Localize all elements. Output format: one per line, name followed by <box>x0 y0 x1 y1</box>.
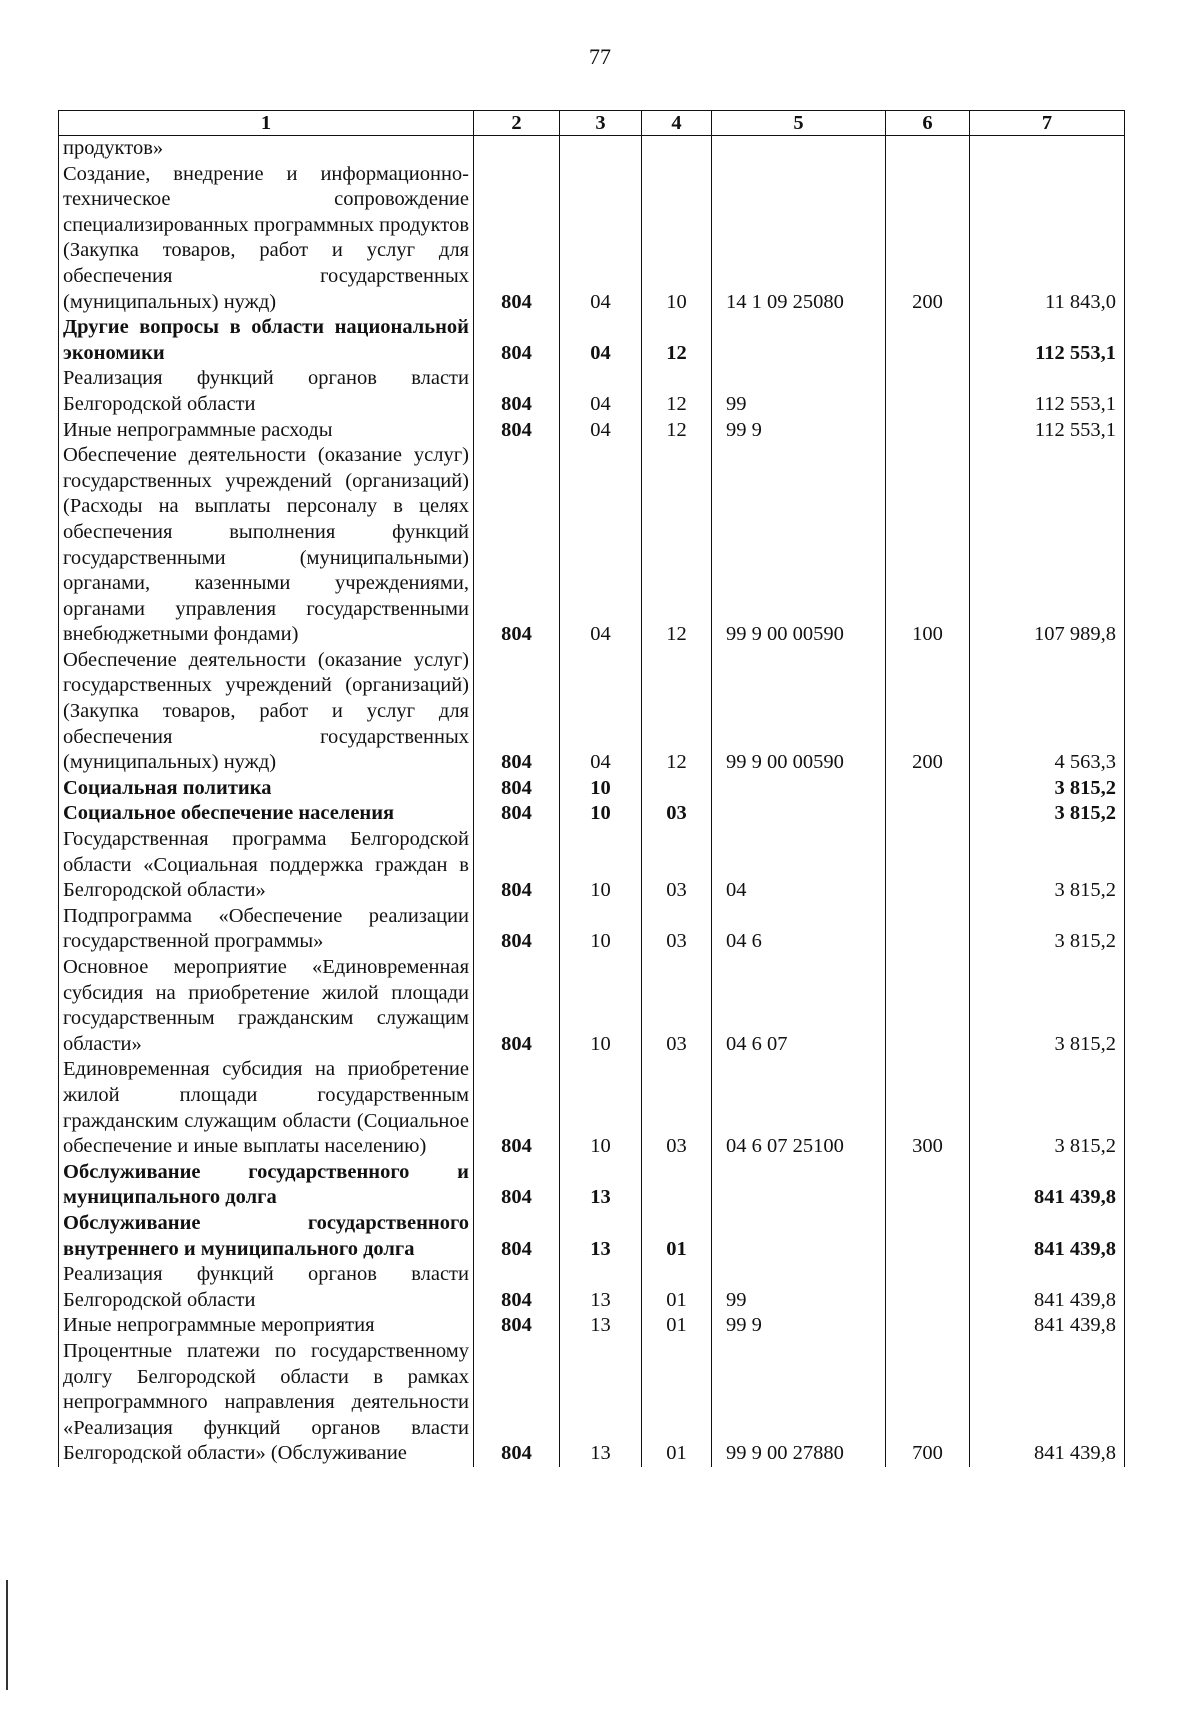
row-subsection-code: 03 <box>642 904 712 955</box>
row-subsection-code: 01 <box>642 1262 712 1313</box>
table-row <box>59 1160 1125 1211</box>
row-name: Реализация функций органов власти Белгородской области <box>59 1262 474 1313</box>
row-amount: 112 553,1 <box>970 315 1125 366</box>
row-subsection-code: 12 <box>642 315 712 366</box>
row-section-code: 804 <box>474 1211 560 1262</box>
row-amount: 11 843,0 <box>970 136 1125 316</box>
row-chapter-code: 04 <box>560 443 642 648</box>
table-row <box>59 1211 1125 1262</box>
table-row <box>59 827 1125 904</box>
row-target-code: 04 6 <box>712 904 886 955</box>
header-col-5: 5 <box>712 111 886 136</box>
row-target-code: 99 9 <box>712 418 886 444</box>
row-name: Иные непрограммные расходы <box>59 418 474 444</box>
row-amount: 841 439,8 <box>970 1262 1125 1313</box>
row-chapter-code: 13 <box>560 1313 642 1339</box>
row-target-code: 99 9 00 00590 <box>712 648 886 776</box>
row-target-code: 04 <box>712 827 886 904</box>
row-name: продуктов» Создание, внедрение и информационно-техническое сопровождение специализированных программных продуктов (Закупка товаров, работ и услуг для обеспечения государственных (муниципальных) нужд) <box>59 136 474 316</box>
row-chapter-code: 04 <box>560 366 642 417</box>
row-expense-type <box>886 366 970 417</box>
row-section-code: 804 <box>474 366 560 417</box>
table-row <box>59 1262 1125 1313</box>
row-target-code: 99 9 00 00590 <box>712 443 886 648</box>
row-section-code: 804 <box>474 648 560 776</box>
row-subsection-code: 12 <box>642 418 712 444</box>
row-amount: 841 439,8 <box>970 1160 1125 1211</box>
header-col-3: 3 <box>560 111 642 136</box>
row-name: Социальное обеспечение населения <box>59 801 474 827</box>
row-section-code: 804 <box>474 1160 560 1211</box>
row-section-code: 804 <box>474 1057 560 1159</box>
table-row <box>59 1313 1125 1339</box>
table-row <box>59 443 1125 648</box>
row-chapter-code: 04 <box>560 648 642 776</box>
row-subsection-code: 01 <box>642 1211 712 1262</box>
table-row <box>59 136 1125 316</box>
row-chapter-code: 04 <box>560 418 642 444</box>
header-col-1: 1 <box>59 111 474 136</box>
row-amount: 107 989,8 <box>970 443 1125 648</box>
row-target-code <box>712 801 886 827</box>
table-row <box>59 418 1125 444</box>
row-section-code: 804 <box>474 955 560 1057</box>
row-chapter-code: 10 <box>560 1057 642 1159</box>
row-amount: 841 439,8 <box>970 1339 1125 1467</box>
row-subsection-code <box>642 1160 712 1211</box>
row-amount: 3 815,2 <box>970 776 1125 802</box>
row-expense-type: 700 <box>886 1339 970 1467</box>
row-target-code: 99 9 <box>712 1313 886 1339</box>
row-chapter-code: 13 <box>560 1339 642 1467</box>
row-subsection-code: 10 <box>642 136 712 316</box>
header-col-6: 6 <box>886 111 970 136</box>
row-target-code <box>712 1160 886 1211</box>
row-subsection-code <box>642 776 712 802</box>
row-name: Государственная программа Белгородской области «Социальная поддержка граждан в Белгородской области» <box>59 827 474 904</box>
row-amount: 3 815,2 <box>970 904 1125 955</box>
row-expense-type <box>886 776 970 802</box>
row-target-code <box>712 315 886 366</box>
row-section-code: 804 <box>474 315 560 366</box>
row-amount: 841 439,8 <box>970 1313 1125 1339</box>
row-expense-type <box>886 315 970 366</box>
row-chapter-code: 13 <box>560 1160 642 1211</box>
row-chapter-code: 10 <box>560 904 642 955</box>
row-chapter-code: 10 <box>560 955 642 1057</box>
row-name: Другие вопросы в области национальной экономики <box>59 315 474 366</box>
table-row <box>59 648 1125 776</box>
row-chapter-code: 10 <box>560 776 642 802</box>
row-subsection-code: 03 <box>642 801 712 827</box>
row-target-code <box>712 776 886 802</box>
row-section-code: 804 <box>474 776 560 802</box>
row-expense-type <box>886 827 970 904</box>
row-amount: 3 815,2 <box>970 1057 1125 1159</box>
row-target-code: 14 1 09 25080 <box>712 136 886 316</box>
row-section-code: 804 <box>474 827 560 904</box>
row-target-code: 04 6 07 <box>712 955 886 1057</box>
row-amount: 3 815,2 <box>970 801 1125 827</box>
row-section-code: 804 <box>474 1313 560 1339</box>
page-number: 77 <box>589 44 611 69</box>
table-row <box>59 1339 1125 1467</box>
row-chapter-code: 10 <box>560 801 642 827</box>
row-section-code: 804 <box>474 418 560 444</box>
row-target-code: 99 <box>712 366 886 417</box>
scan-margin-line <box>6 1580 8 1690</box>
row-chapter-code: 04 <box>560 136 642 316</box>
row-name: Процентные платежи по государственному долгу Белгородской области в рамках непрограммного направления деятельности «Реализация функций органов власти Белгородской области» (Обслуживание <box>59 1339 474 1467</box>
row-amount: 3 815,2 <box>970 827 1125 904</box>
row-section-code: 804 <box>474 1262 560 1313</box>
row-name: Социальная политика <box>59 776 474 802</box>
table-row <box>59 801 1125 827</box>
header-col-2: 2 <box>474 111 560 136</box>
row-expense-type <box>886 1160 970 1211</box>
table-body <box>59 136 1125 1467</box>
row-amount: 4 563,3 <box>970 648 1125 776</box>
row-subsection-code: 03 <box>642 1057 712 1159</box>
row-expense-type: 200 <box>886 648 970 776</box>
row-name: Обеспечение деятельности (оказание услуг) государственных учреждений (организаций) (Расходы на выплаты персоналу в целях обеспечения выполнения функций государственными (муниципальными) органами, казенными учреждениями, органами управления государственными внебюджетными фондами) <box>59 443 474 648</box>
row-expense-type <box>886 955 970 1057</box>
row-target-code: 99 9 00 27880 <box>712 1339 886 1467</box>
row-name: Реализация функций органов власти Белгородской области <box>59 366 474 417</box>
row-amount: 3 815,2 <box>970 955 1125 1057</box>
row-amount: 841 439,8 <box>970 1211 1125 1262</box>
row-section-code: 804 <box>474 904 560 955</box>
header-col-7: 7 <box>970 111 1125 136</box>
header-col-4: 4 <box>642 111 712 136</box>
row-subsection-code: 03 <box>642 955 712 1057</box>
row-amount: 112 553,1 <box>970 418 1125 444</box>
row-section-code: 804 <box>474 1339 560 1467</box>
row-subsection-code: 01 <box>642 1339 712 1467</box>
table-row <box>59 366 1125 417</box>
table-row <box>59 776 1125 802</box>
row-expense-type <box>886 904 970 955</box>
row-subsection-code: 03 <box>642 827 712 904</box>
row-name: Обслуживание государственного и муниципального долга <box>59 1160 474 1211</box>
table-row <box>59 1057 1125 1159</box>
row-expense-type <box>886 1211 970 1262</box>
row-expense-type <box>886 1262 970 1313</box>
row-name: Основное мероприятие «Единовременная субсидия на приобретение жилой площади государственным гражданским служащим области» <box>59 955 474 1057</box>
row-chapter-code: 04 <box>560 315 642 366</box>
row-subsection-code: 12 <box>642 366 712 417</box>
row-amount: 112 553,1 <box>970 366 1125 417</box>
table-row <box>59 904 1125 955</box>
row-subsection-code: 12 <box>642 443 712 648</box>
row-expense-type: 100 <box>886 443 970 648</box>
row-name: Единовременная субсидия на приобретение жилой площади государственным гражданским служащим области (Социальное обеспечение и иные выплаты населению) <box>59 1057 474 1159</box>
row-target-code: 99 <box>712 1262 886 1313</box>
table-row <box>59 315 1125 366</box>
row-chapter-code: 10 <box>560 827 642 904</box>
row-name: Обеспечение деятельности (оказание услуг) государственных учреждений (организаций) (Закупка товаров, работ и услуг для обеспечения государственных (муниципальных) нужд) <box>59 648 474 776</box>
row-target-code <box>712 1211 886 1262</box>
row-name: Иные непрограммные мероприятия <box>59 1313 474 1339</box>
row-target-code: 04 6 07 25100 <box>712 1057 886 1159</box>
row-expense-type <box>886 801 970 827</box>
row-name: Обслуживание государственного внутреннего и муниципального долга <box>59 1211 474 1262</box>
row-expense-type: 300 <box>886 1057 970 1159</box>
row-expense-type <box>886 418 970 444</box>
row-section-code: 804 <box>474 443 560 648</box>
row-expense-type: 200 <box>886 136 970 316</box>
row-section-code: 804 <box>474 136 560 316</box>
budget-table <box>58 110 1125 1467</box>
row-subsection-code: 12 <box>642 648 712 776</box>
header-row <box>59 111 1125 136</box>
row-chapter-code: 13 <box>560 1262 642 1313</box>
row-section-code: 804 <box>474 801 560 827</box>
row-subsection-code: 01 <box>642 1313 712 1339</box>
row-expense-type <box>886 1313 970 1339</box>
row-name: Подпрограмма «Обеспечение реализации государственной программы» <box>59 904 474 955</box>
row-chapter-code: 13 <box>560 1211 642 1262</box>
table-row <box>59 955 1125 1057</box>
